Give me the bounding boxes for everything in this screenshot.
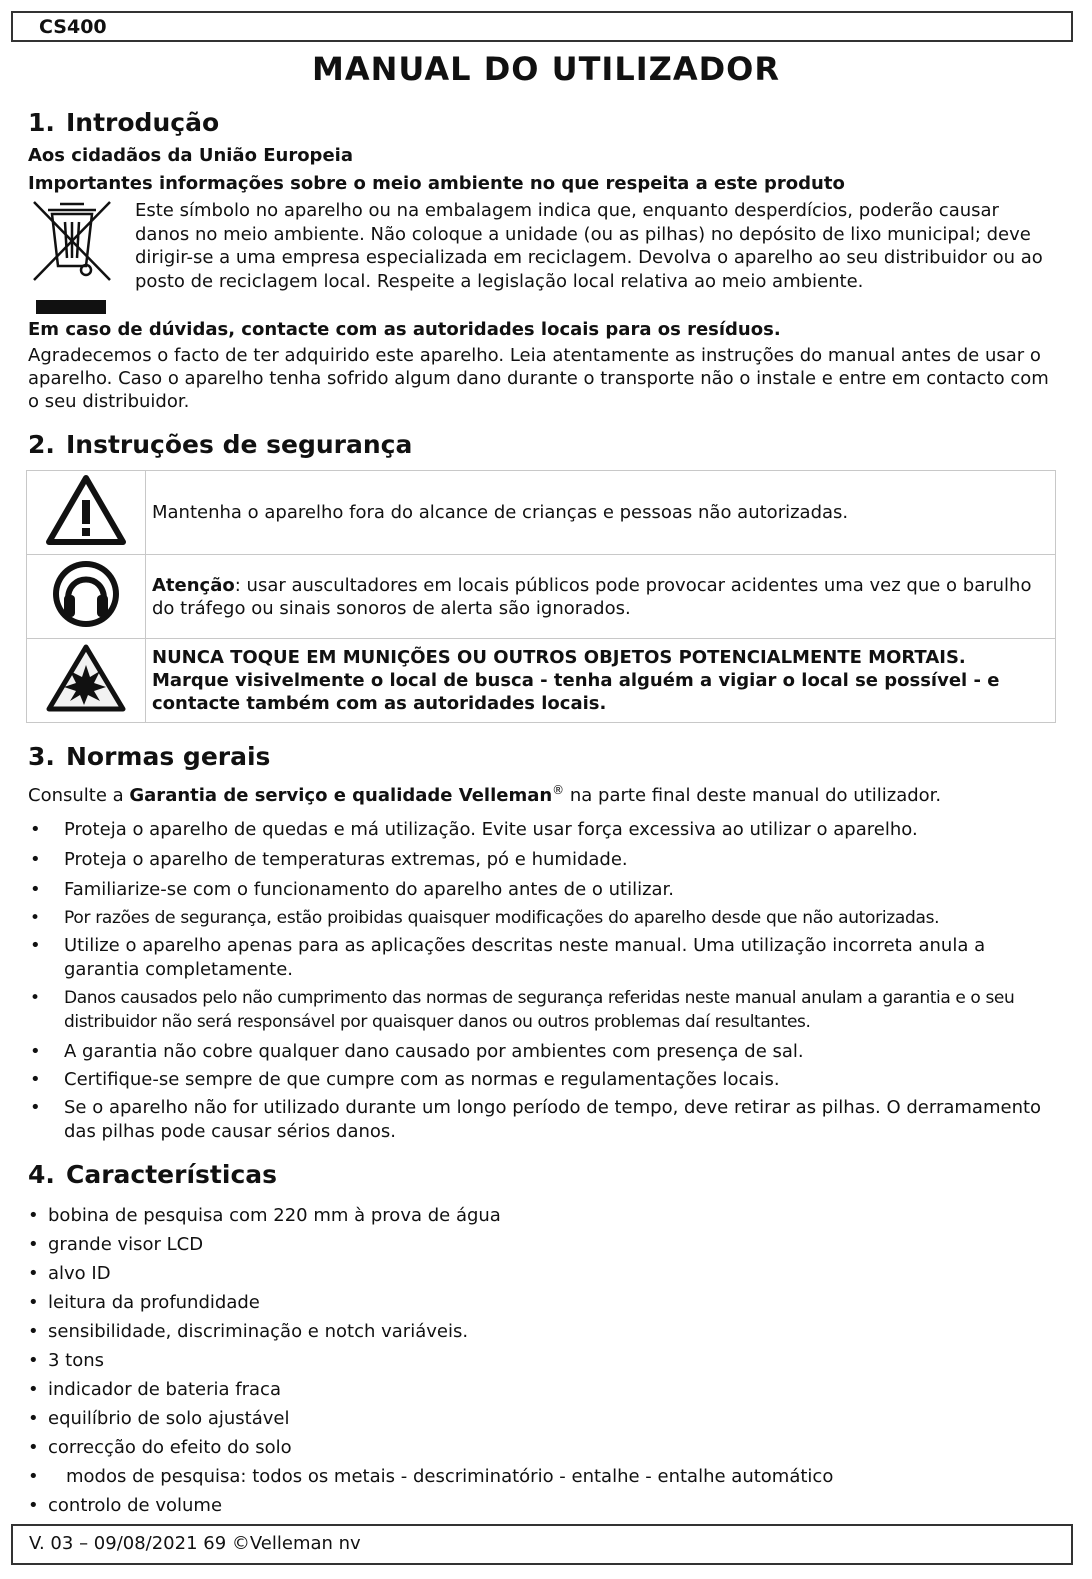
list-item: • sensibilidade, discriminação e notch variáveis. (28, 1317, 833, 1346)
section-4-title: Características (66, 1160, 278, 1189)
page-title: MANUAL DO UTILIZADOR (312, 50, 780, 88)
section-2-number: 2. (28, 430, 55, 459)
safety-icon-cell (27, 555, 146, 639)
safety-table (26, 470, 1056, 723)
warranty-post: na parte final deste manual do utilizador. (564, 785, 942, 806)
list-item: • leitura da profundidade (28, 1288, 833, 1317)
safety-row (27, 471, 1056, 555)
model-label: CS400 (39, 16, 107, 38)
safety-text-munitions: NUNCA TOQUE EM MUNIÇÕES OU OUTROS OBJETOS POTENCIALMENTE MORTAIS. Marque visivelmente o local de busca - tenha alguém a vigiar o local se possível - e contacte também com as autoridades locais. (146, 639, 1056, 723)
list-item: • indicador de bateria fraca (28, 1375, 833, 1404)
section-2-heading (28, 430, 412, 459)
list-item: • Utilize o aparelho apenas para as aplicações descritas neste manual. Uma utilização incorreta anula a garantia completamente. (28, 934, 1058, 982)
list-item: • bobina de pesquisa com 220 mm à prova de água (28, 1201, 833, 1230)
section-2-title: Instruções de segurança (66, 430, 413, 459)
doubt-note: Em caso de dúvidas, contacte com as autoridades locais para os resíduos. (28, 319, 781, 340)
list-item: • grande visor LCD (28, 1230, 833, 1259)
thanks-paragraph: Agradecemos o facto de ter adquirido este aparelho. Leia atentamente as instruções do manual antes de usar o aparelho. Caso o aparelho tenha sofrido algum dano durante o transporte não o instale e entre em contacto com o seu distribuidor. (28, 345, 1049, 412)
list-item: • Proteja o aparelho de quedas e má utilização. Evite usar força excessiva ao utilizar o aparelho. (28, 818, 1058, 842)
weee-description: Este símbolo no aparelho ou na embalagem indica que, enquanto desperdícios, poderão causar danos no meio ambiente. Não coloque a unidade (ou as pilhas) no depósito de lixo municipal; deve dirigir-se a uma empresa especializada em reciclagem. Devolva o aparelho ao seu distribuidor ou ao posto de reciclagem local. Respeite a legislação local relativa ao meio ambiente. (135, 200, 1043, 292)
explosion-hazard-icon (46, 643, 126, 713)
features-list (28, 1201, 833, 1520)
list-item: • Por razões de segurança, estão proibidas quaisquer modificações do aparelho desde que não autorizadas. (28, 906, 1058, 930)
warranty-reference (28, 779, 1058, 807)
section-3-title: Normas gerais (66, 742, 271, 771)
safety-row (27, 639, 1056, 723)
list-item: • Certifique-se sempre de que cumpre com as normas e regulamentações locais. (28, 1068, 1058, 1092)
section-3-heading (28, 742, 270, 771)
list-item: • Familiarize-se com o funcionamento do aparelho antes de o utilizar. (28, 878, 1058, 902)
headphones-icon (51, 559, 121, 629)
list-item: • controlo de volume (28, 1491, 833, 1520)
list-item: • Se o aparelho não for utilizado durante um longo período de tempo, deve retirar as pilhas. O derramamento das pilhas pode causar sérios danos. (28, 1096, 1058, 1144)
list-item: • equilíbrio de solo ajustável (28, 1404, 833, 1433)
list-item: • Proteja o aparelho de temperaturas extremas, pó e humidade. (28, 848, 1058, 872)
section-1-title: Introdução (66, 108, 220, 137)
safety-text-children: Mantenha o aparelho fora do alcance de crianças e pessoas não autorizadas. (146, 471, 1056, 555)
eu-heading: Aos cidadãos da União Europeia (28, 145, 353, 166)
section-1-heading (28, 108, 219, 137)
section-4-heading (28, 1160, 277, 1189)
attention-text: : usar auscultadores em locais públicos pode provocar acidentes uma vez que o barulho do tráfego ou sinais sonoros de alerta são ignorados. (152, 574, 1032, 619)
section-4-number: 4. (28, 1160, 55, 1189)
attention-label: Atenção (152, 574, 235, 596)
list-item: • 3 tons (28, 1346, 833, 1375)
safety-icon-cell (27, 471, 146, 555)
footer-text: V. 03 – 09/08/2021 69 ©Velleman nv (29, 1533, 361, 1554)
list-item: • A garantia não cobre qualquer dano causado por ambientes com presença de sal. (28, 1040, 1058, 1064)
warning-triangle-icon (45, 474, 127, 546)
section-3-number: 3. (28, 742, 55, 771)
safety-row (27, 555, 1056, 639)
registered-mark: ® (552, 783, 565, 797)
environment-heading: Importantes informações sobre o meio ambiente no que respeita a este produto (28, 173, 845, 194)
list-item: • Danos causados pelo não cumprimento das normas de segurança referidas neste manual anulam a garantia e o seu distribuidor não será responsável por quaisquer danos ou outros problemas daí resultantes. (28, 986, 1058, 1034)
safety-text-headphones (146, 555, 1056, 639)
page-header (11, 11, 1073, 42)
list-item: • correcção do efeito do solo (28, 1433, 833, 1462)
warranty-pre: Consulte a (28, 785, 130, 806)
warranty-link-text: Garantia de serviço e qualidade Velleman (129, 785, 553, 806)
list-item: • alvo ID (28, 1259, 833, 1288)
weee-bin-icon (28, 198, 116, 318)
page-footer (11, 1524, 1073, 1565)
general-rules-list (28, 818, 1058, 1144)
safety-icon-cell (27, 639, 146, 723)
list-item: • modos de pesquisa: todos os metais - descriminatório - entalhe - entalhe automático (28, 1462, 833, 1491)
section-1-number: 1. (28, 108, 55, 137)
